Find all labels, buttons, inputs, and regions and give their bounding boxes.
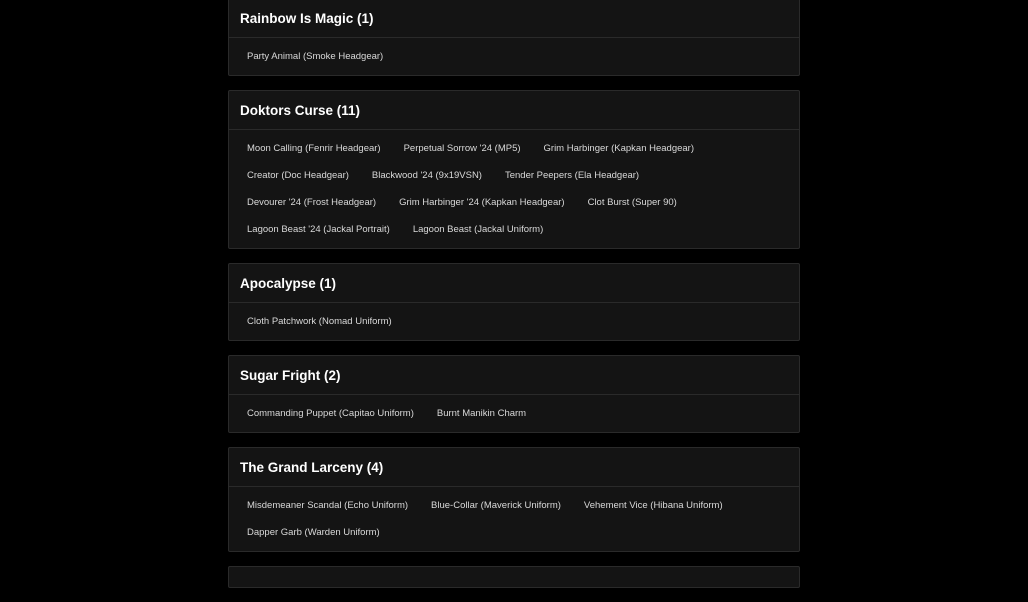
collection-card-doktors-curse (228, 90, 800, 249)
collection-card-apocalypse (228, 263, 800, 341)
collection-card-next (228, 566, 800, 588)
collection-card-rainbow-is-magic (228, 0, 800, 76)
collection-item[interactable]: Dapper Garb (Warden Uniform) (247, 527, 380, 538)
collection-item[interactable]: Clot Burst (Super 90) (587, 197, 677, 208)
collection-item[interactable]: Tender Peepers (Ela Headgear) (504, 170, 640, 181)
collection-card-sugar-fright (228, 355, 800, 433)
collection-item[interactable]: Blackwood '24 (9x19VSN) (371, 170, 482, 181)
collection-card-the-grand-larceny (228, 447, 800, 552)
collection-title: Apocalypse (1) (229, 264, 799, 303)
collection-list (228, 0, 800, 602)
collection-title: Sugar Fright (2) (229, 356, 799, 395)
collection-item[interactable]: Creator (Doc Headgear) (247, 170, 349, 181)
collection-item[interactable]: Lagoon Beast (Jackal Uniform) (412, 224, 544, 235)
collection-title: The Grand Larceny (4) (229, 448, 799, 487)
collection-item[interactable]: Lagoon Beast '24 (Jackal Portrait) (247, 224, 390, 235)
collection-item[interactable]: Commanding Puppet (Capitao Uniform) (247, 408, 414, 419)
collection-items (229, 487, 799, 551)
collection-item[interactable]: Party Animal (Smoke Headgear) (247, 51, 384, 62)
collection-item[interactable]: Grim Harbinger (Kapkan Headgear) (543, 143, 694, 154)
collection-item[interactable]: Devourer '24 (Frost Headgear) (247, 197, 377, 208)
collection-item[interactable]: Perpetual Sorrow '24 (MP5) (403, 143, 521, 154)
collection-item[interactable]: Burnt Manikin Charm (436, 408, 527, 419)
collection-title: Doktors Curse (11) (229, 91, 799, 130)
collection-title: Rainbow Is Magic (1) (229, 0, 799, 38)
collection-items (229, 130, 799, 248)
collection-item[interactable]: Misdemeaner Scandal (Echo Uniform) (247, 500, 409, 511)
collection-item[interactable]: Moon Calling (Fenrir Headgear) (247, 143, 381, 154)
collection-item[interactable]: Cloth Patchwork (Nomad Uniform) (247, 316, 392, 327)
collection-items (229, 38, 799, 75)
collection-items (229, 303, 799, 340)
collection-item[interactable]: Blue-Collar (Maverick Uniform) (431, 500, 561, 511)
collection-item[interactable]: Grim Harbinger '24 (Kapkan Headgear) (399, 197, 565, 208)
collection-item[interactable]: Vehement Vice (Hibana Uniform) (583, 500, 723, 511)
collection-items (229, 395, 799, 432)
